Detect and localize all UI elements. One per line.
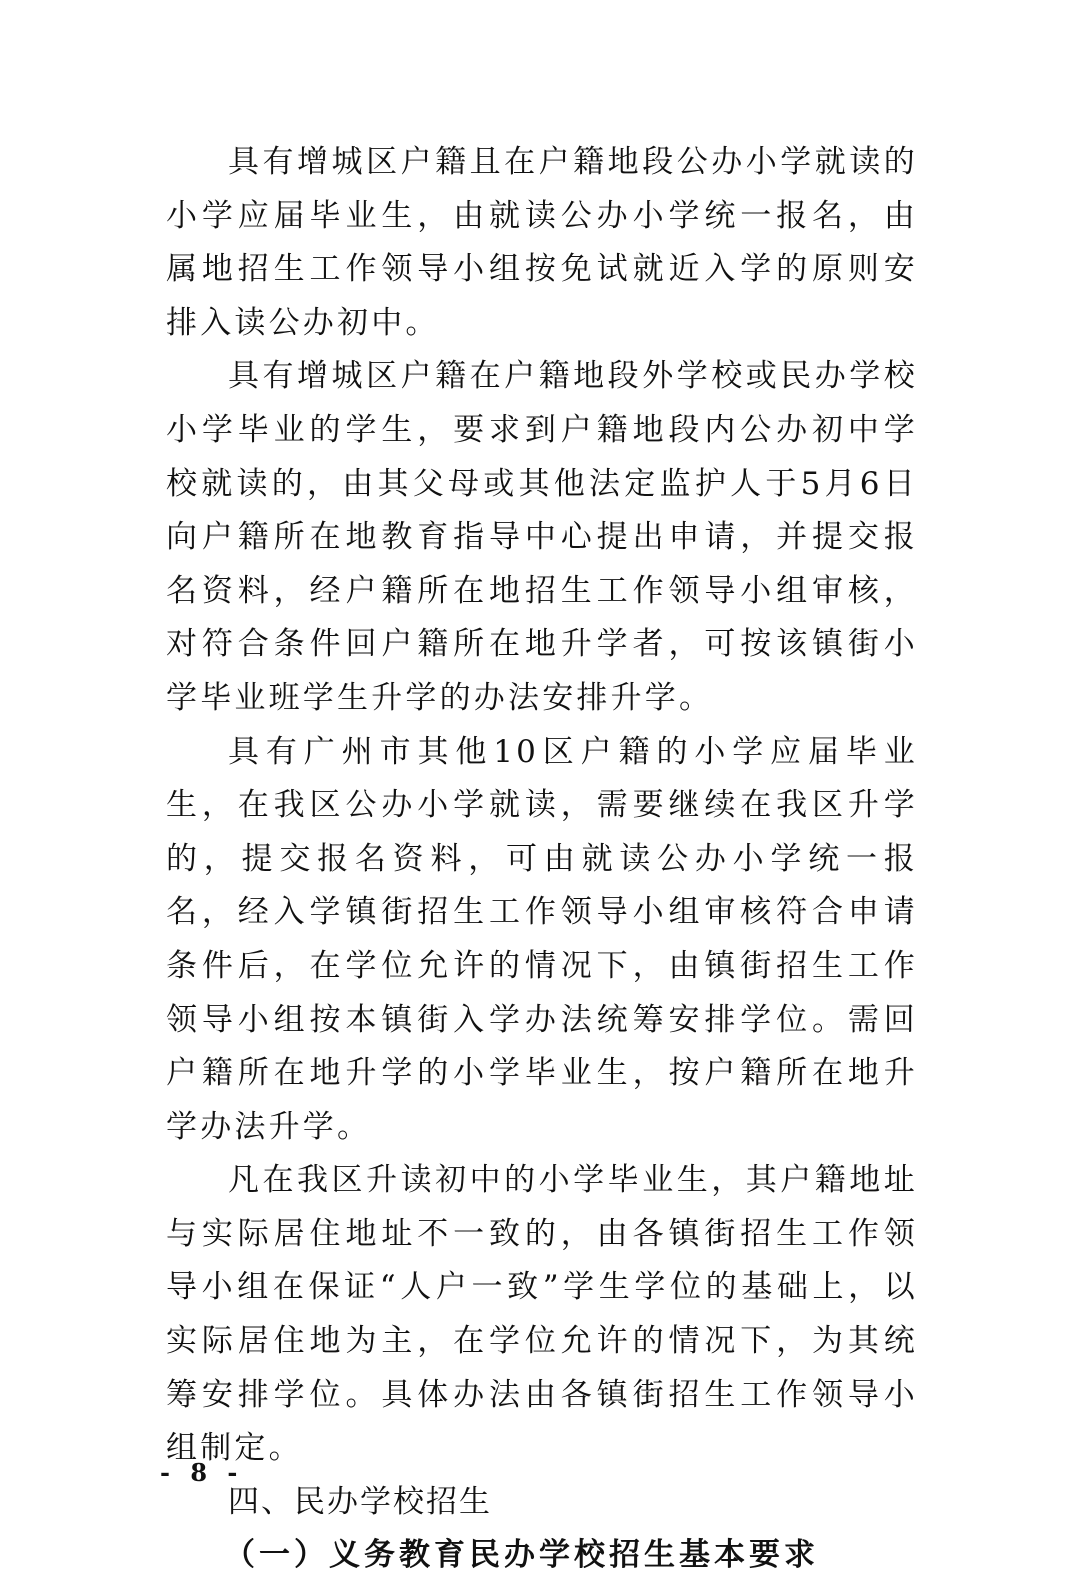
paragraph-address-mismatch: 凡在我区升读初中的小学毕业生，其户籍地址与实际居住地址不一致的，由各镇街招生工作领导小组在保证“人户一致”学生学位的基础上，以实际居住地为主，在学位允许的情况下，为其统筹安排学位。具体办法由各镇街招生工作领导小组制定。: [166, 1162, 918, 1467]
document-body: [166, 136, 918, 1583]
subsection-heading: （一）义务教育民办学校招生基本要求: [224, 1537, 819, 1574]
paragraph-outside-district-school: 具有增城区户籍在户籍地段外学校或民办学校小学毕业的学生，要求到户籍地段内公办初中学校就读的，由其父母或其他法定监护人于5月6日向户籍所在地教育指导中心提出申请，并提交报名资料，经户籍所在地招生工作领导小组审核，对符合条件回户籍所在地升学者，可按该镇街小学毕业班学生升学的办法安排升学。: [166, 358, 918, 716]
section-heading: 四、民办学校招生: [228, 1483, 492, 1520]
page-number: - 8 -: [160, 1458, 244, 1487]
paragraph-local-hukou: 具有增城区户籍且在户籍地段公办小学就读的小学应届毕业生，由就读公办小学统一报名，由属地招生工作领导小组按免试就近入学的原则安排入读公办初中。: [166, 144, 918, 341]
paragraph-other-districts: 具有广州市其他10区户籍的小学应届毕业生，在我区公办小学就读，需要继续在我区升学的，提交报名资料，可由就读公办小学统一报名，经入学镇街招生工作领导小组审核符合申请条件后，在学位允许的情况下，由镇街招生工作领导小组按本镇街入学办法统筹安排学位。需回户籍所在地升学的小学毕业生，按户籍所在地升学办法升学。: [166, 733, 918, 1145]
